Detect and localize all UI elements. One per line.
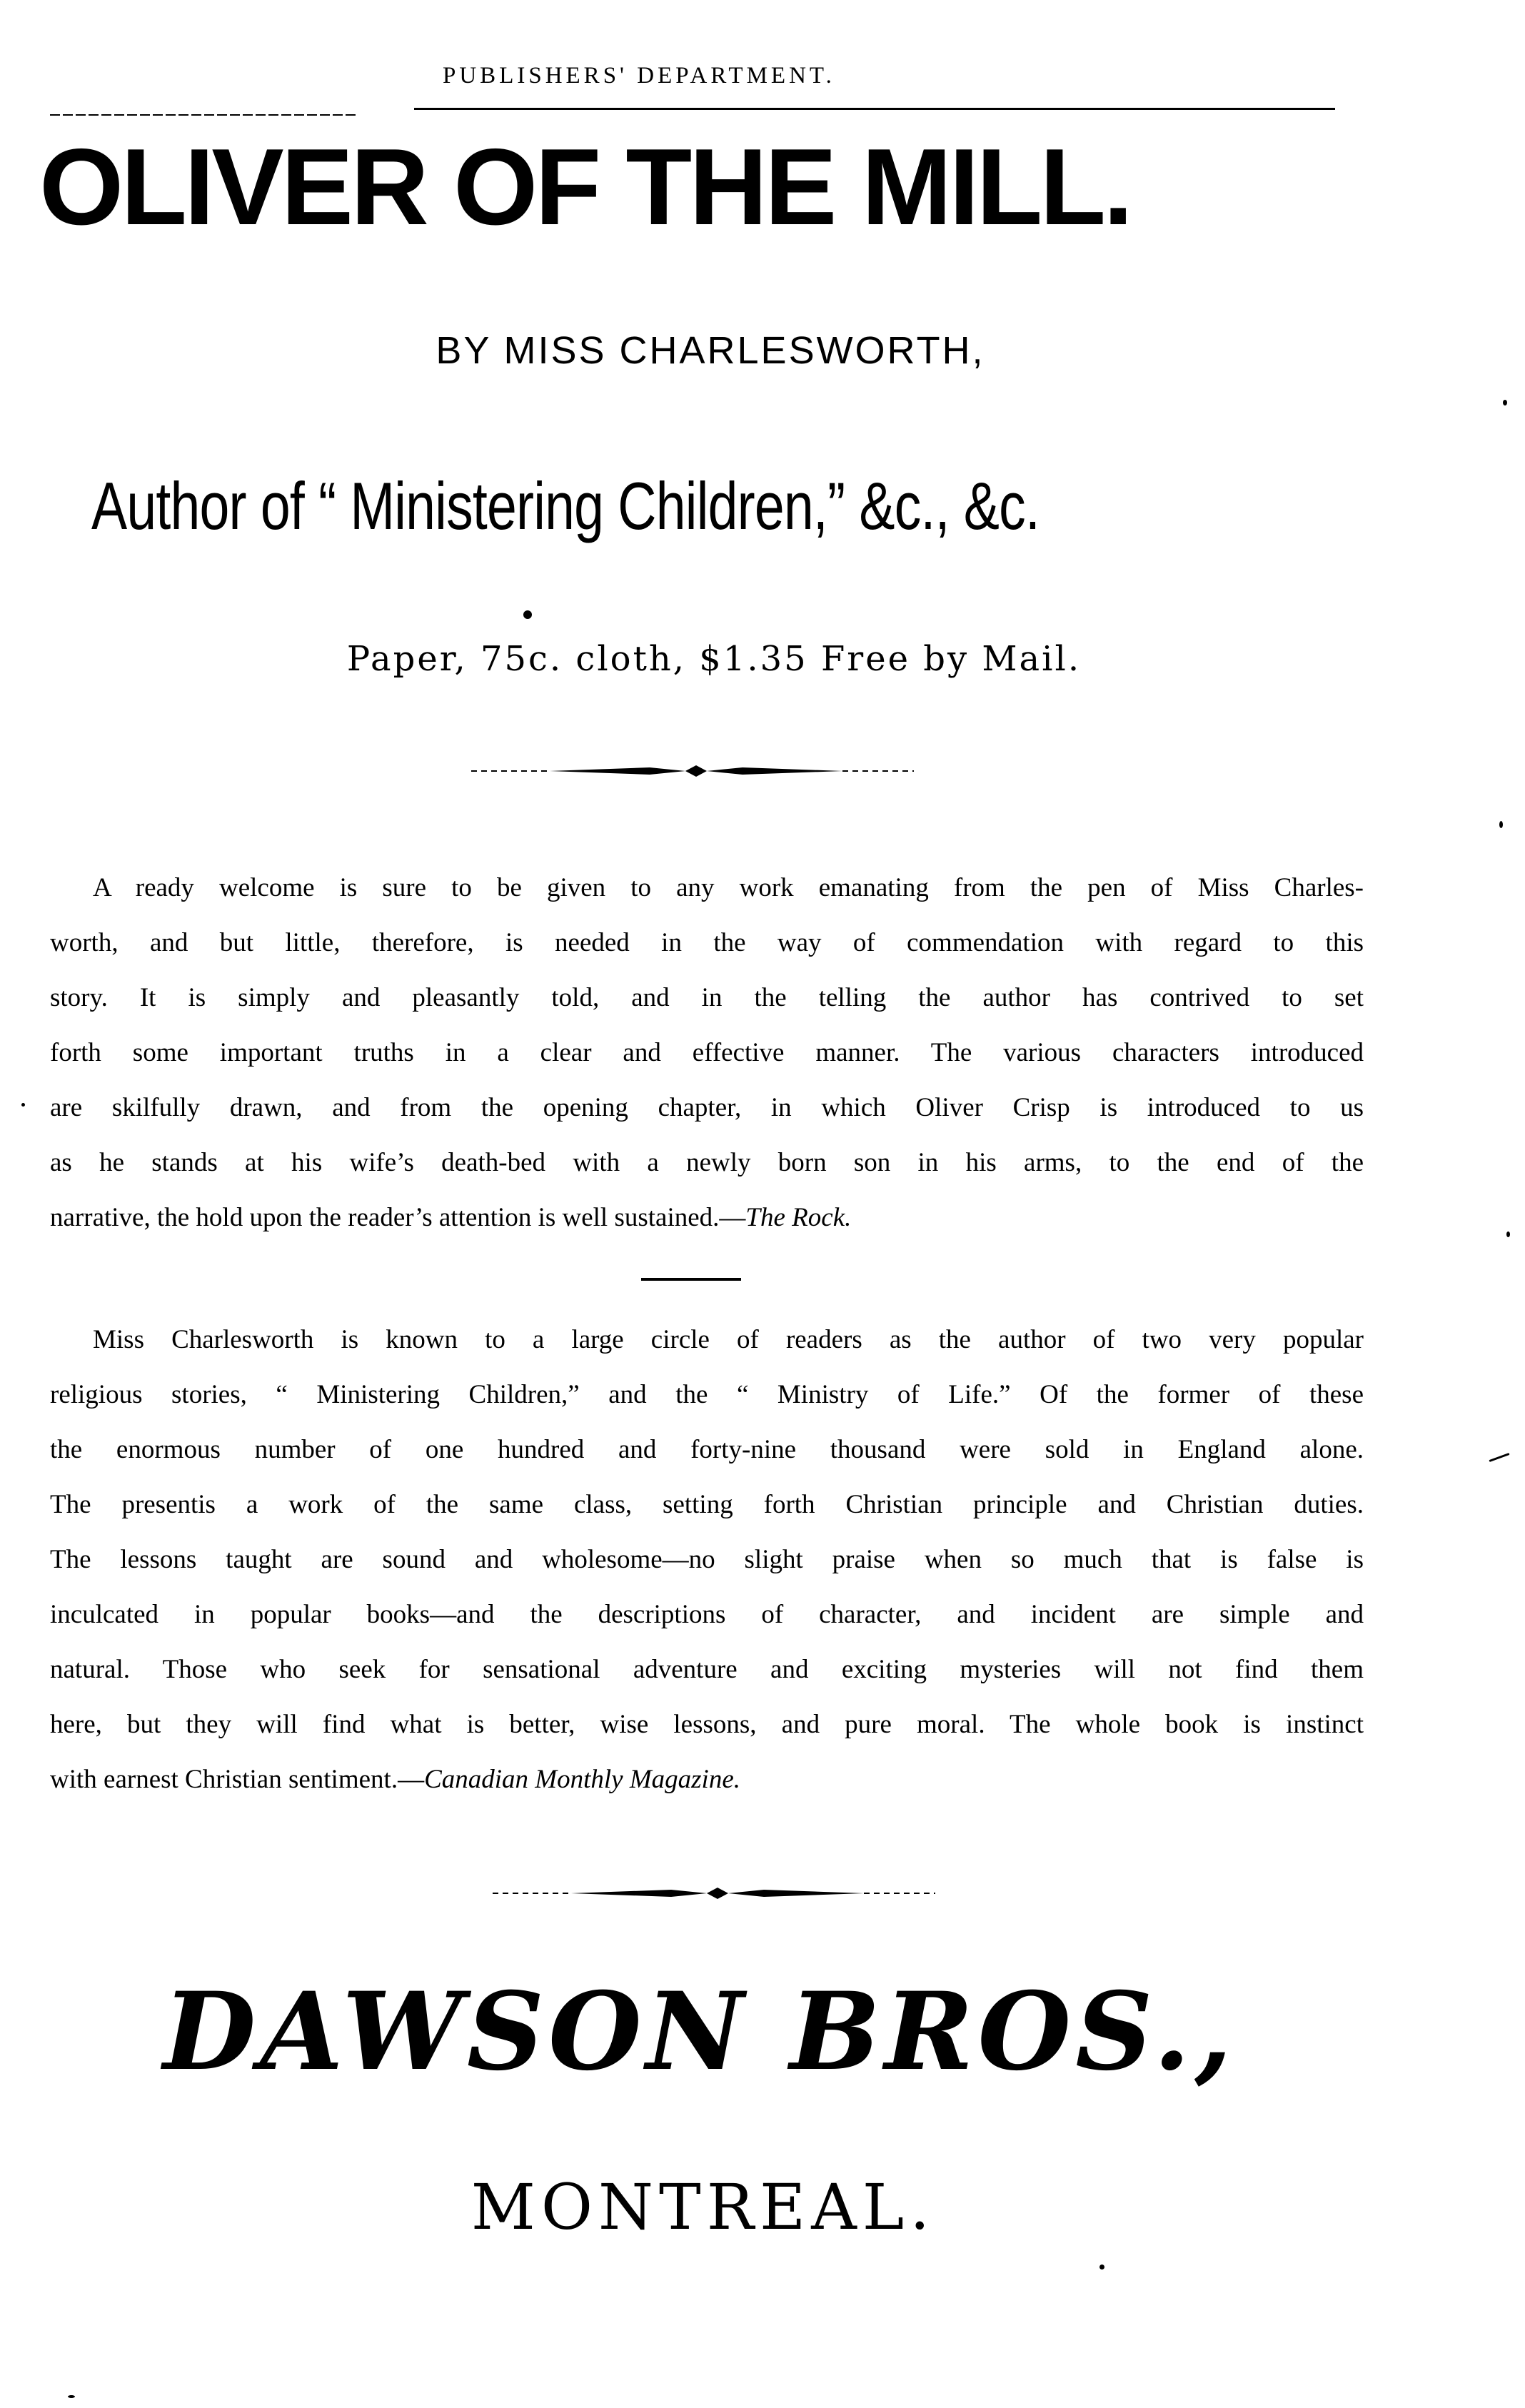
- department-heading: [443, 63, 835, 89]
- book-title: OLIVER OF THE MILL.: [39, 126, 1131, 248]
- publisher-name: DAWSON BROS.,: [163, 1969, 1237, 2095]
- review-line: inculcated in popular books—and the descriptions of character, and incident are simple and: [50, 1600, 1364, 1629]
- publisher-city: MONTREAL.: [470, 2170, 936, 2244]
- ink-speck: [1099, 2265, 1104, 2270]
- review-source: Canadian Monthly Magazine.: [424, 1765, 741, 1794]
- review-line: A ready welcome is sure to be given to any work emanating from the pen of Miss Charles-: [93, 873, 1364, 902]
- review-canadian-monthly: [50, 1312, 1364, 1807]
- review-line: here, but they will find what is better, wise lessons, and pure moral. The whole book is instinct: [50, 1710, 1364, 1739]
- review-last-line: [50, 1752, 1364, 1807]
- review-line: religious stories, “ Ministering Children,” and the “ Ministry of Life.” Of the former of these: [50, 1380, 1364, 1409]
- ink-speck: [1503, 400, 1507, 405]
- ink-speck: [21, 1103, 25, 1107]
- review-line: are skilfully drawn, and from the opening chapter, in which Oliver Crisp is introduced to us: [50, 1093, 1364, 1122]
- review-line: with earnest Christian sentiment.—: [50, 1765, 425, 1794]
- ornamental-divider-bottom: [493, 1885, 935, 1902]
- review-rock: [50, 860, 1364, 1245]
- review-line: narrative, the hold upon the reader’s attention is well sustained.—: [50, 1203, 746, 1232]
- review-line: the enormous number of one hundred and forty-nine thousand were sold in England alone.: [50, 1435, 1364, 1464]
- review-line: natural. Those who seek for sensational adventure and exciting mysteries will not find them: [50, 1655, 1364, 1684]
- review-line: forth some important truths in a clear and effective manner. The various characters introduced: [50, 1038, 1364, 1067]
- review-source: The Rock.: [745, 1203, 852, 1232]
- author-byline: BY MISS CHARLESWORTH,: [436, 329, 985, 372]
- ink-speck: [68, 2395, 75, 2398]
- review-line: as he stands at his wife’s death-bed with a newly born son in his arms, to the end of the: [50, 1148, 1364, 1177]
- review-last-line: [50, 1190, 1364, 1245]
- header-rule-right: [414, 108, 1335, 110]
- ink-speck: [1489, 1453, 1509, 1462]
- price-line: Paper, 75c. cloth, $1.35 Free by Mail.: [346, 639, 1082, 679]
- section-divider: [641, 1278, 741, 1281]
- ink-speck: [1506, 1231, 1510, 1237]
- author-credits: Author of “ Ministering Children,” &c., &c.: [91, 468, 1040, 543]
- department-heading-text: PUBLISHERS' DEPARTMENT.: [443, 63, 835, 89]
- review-line: story. It is simply and pleasantly told, and in the telling the author has contrived to set: [50, 983, 1364, 1012]
- review-line: worth, and but little, therefore, is needed in the way of commendation with regard to this: [50, 928, 1364, 957]
- header-rule-left: [50, 114, 357, 116]
- review-line: The presentis a work of the same class, setting forth Christian principle and Christian duties.: [50, 1490, 1364, 1519]
- review-line: The lessons taught are sound and wholesome—no slight praise when so much that is false is: [50, 1545, 1364, 1574]
- ornamental-divider-top: [471, 762, 914, 780]
- ink-speck: [1499, 821, 1503, 828]
- ink-dot: [523, 610, 532, 619]
- review-line: Miss Charlesworth is known to a large circle of readers as the author of two very popular: [93, 1325, 1364, 1354]
